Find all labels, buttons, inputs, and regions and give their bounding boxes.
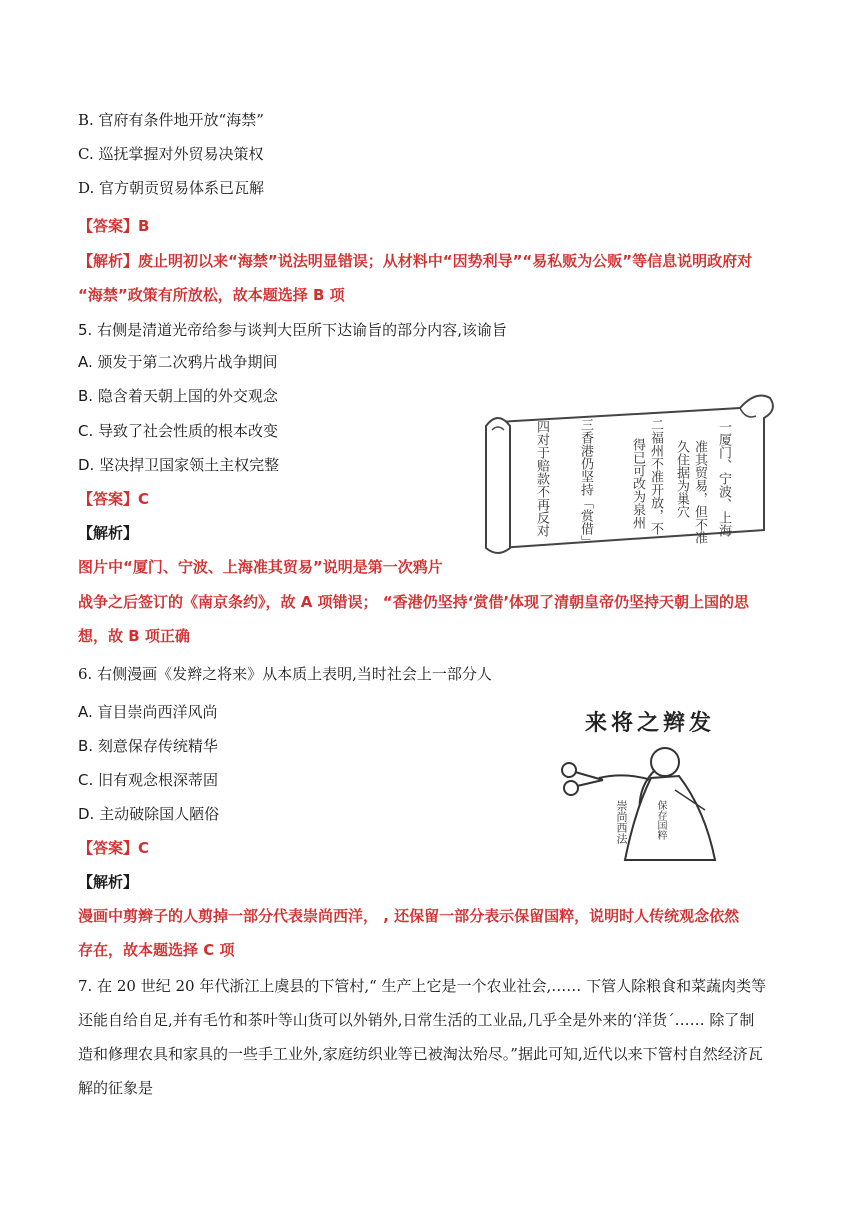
q5-option-a: A. 颁发于第二次鸦片战争期间 bbox=[78, 353, 278, 371]
q6-option-b: B. 刻意保存传统精华 bbox=[78, 737, 218, 755]
q6-answer: 【答案】C bbox=[78, 839, 150, 857]
scroll-col-7: 四对于赔款不再反对 bbox=[534, 420, 549, 537]
scroll-col-6: 三香港仍坚持「赏借」 bbox=[578, 418, 593, 548]
q5-stem: 5. 右侧是清道光帝给参与谈判大臣所下达谕旨的部分内容,该谕旨 bbox=[78, 321, 507, 339]
q5-option-c: C. 导致了社会性质的根本改变 bbox=[78, 422, 279, 440]
edict-scroll-figure bbox=[478, 380, 778, 560]
q4-analysis-line2: “海禁”政策有所放松，故本题选择 B 项 bbox=[78, 286, 345, 304]
q6-analysis-label: 【解析】 bbox=[78, 873, 139, 891]
q5-option-d: D. 坚决捍卫国家领土主权完整 bbox=[78, 456, 280, 474]
q5-answer: 【答案】C bbox=[78, 490, 150, 508]
q6-stem: 6. 右侧漫画《发辫之将来》从本质上表明,当时社会上一部分人 bbox=[78, 665, 492, 683]
q6-analysis-line2: 存在，故本题选择 C 项 bbox=[78, 941, 235, 959]
q4-option-c: C. 巡抚掌握对外贸易决策权 bbox=[78, 145, 264, 163]
scroll-col-5: 得已可改为泉州 bbox=[630, 438, 645, 529]
q5-analysis-line1: 图片中“厦门、宁波、上海准其贸易”说明是第一次鸦片 bbox=[78, 558, 443, 576]
q7-line-2: 还能自给自足,并有毛竹和茶叶等山货可以外销外,日常生活的工业品,几乎全是外来的‘洋货´…… 除了制 bbox=[78, 1011, 755, 1029]
cartoon-figure-icon bbox=[555, 700, 765, 865]
q4-option-d: D. 官方朝贡贸易体系已瓦解 bbox=[78, 179, 265, 197]
q4-analysis-line1: 【解析】废止明初以来“海禁”说法明显错误；从材料中“因势利导”“易私贩为公贩”等信息说明政府对 bbox=[78, 252, 753, 270]
q7-line-3: 造和修理农具和家具的一些手工业外,家庭纺织业等已被淘汰殆尽。”据此可知,近代以来下管村自然经济瓦 bbox=[78, 1045, 763, 1063]
cartoon-label-national: 保存国粹 bbox=[655, 800, 666, 840]
q6-option-d: D. 主动破除国人陋俗 bbox=[78, 805, 220, 823]
q4-answer: 【答案】B bbox=[78, 217, 150, 235]
cartoon-title: 来将之辫发 bbox=[585, 710, 716, 736]
q5-analysis-label: 【解析】 bbox=[78, 524, 139, 542]
q7-line-1: 7. 在 20 世纪 20 年代浙江上虞县的下管村,“ 生产上它是一个农业社会,…… 下管人除粮食和菜蔬肉类等 bbox=[78, 977, 767, 995]
q6-option-a: A. 盲目崇尚西洋风尚 bbox=[78, 703, 218, 721]
scroll-outline-icon bbox=[478, 380, 778, 560]
q5-analysis-line2: 战争之后签订的《南京条约》，故 A 项错误； “香港仍坚持‘赏借’体现了清朝皇帝仍坚持天朝上国的思 bbox=[78, 593, 750, 611]
scroll-col-4: 二福州不准开放，不 bbox=[648, 418, 663, 535]
q5-analysis-line3: 想，故 B 项正确 bbox=[78, 627, 190, 645]
scroll-col-1: 一厦门、宁波、上海 bbox=[716, 420, 731, 537]
q4-option-b: B. 官府有条件地开放“海禁” bbox=[78, 111, 264, 129]
q6-analysis-line1: 漫画中剪辫子的人剪掉一部分代表崇尚西洋， , 还保留一部分表示保留国粹，说明时人传统观念依然 bbox=[78, 907, 740, 925]
queue-cartoon-figure bbox=[555, 700, 765, 865]
scroll-col-2: 准其贸易，但不准 bbox=[692, 440, 707, 544]
q5-option-b: B. 隐含着天朝上国的外交观念 bbox=[78, 387, 278, 405]
scroll-col-3: 久住据为巢穴 bbox=[674, 440, 689, 518]
q7-line-4: 解的征象是 bbox=[78, 1079, 154, 1097]
cartoon-label-western: 崇尚西法 bbox=[615, 800, 628, 844]
q6-option-c: C. 旧有观念根深蒂固 bbox=[78, 771, 219, 789]
